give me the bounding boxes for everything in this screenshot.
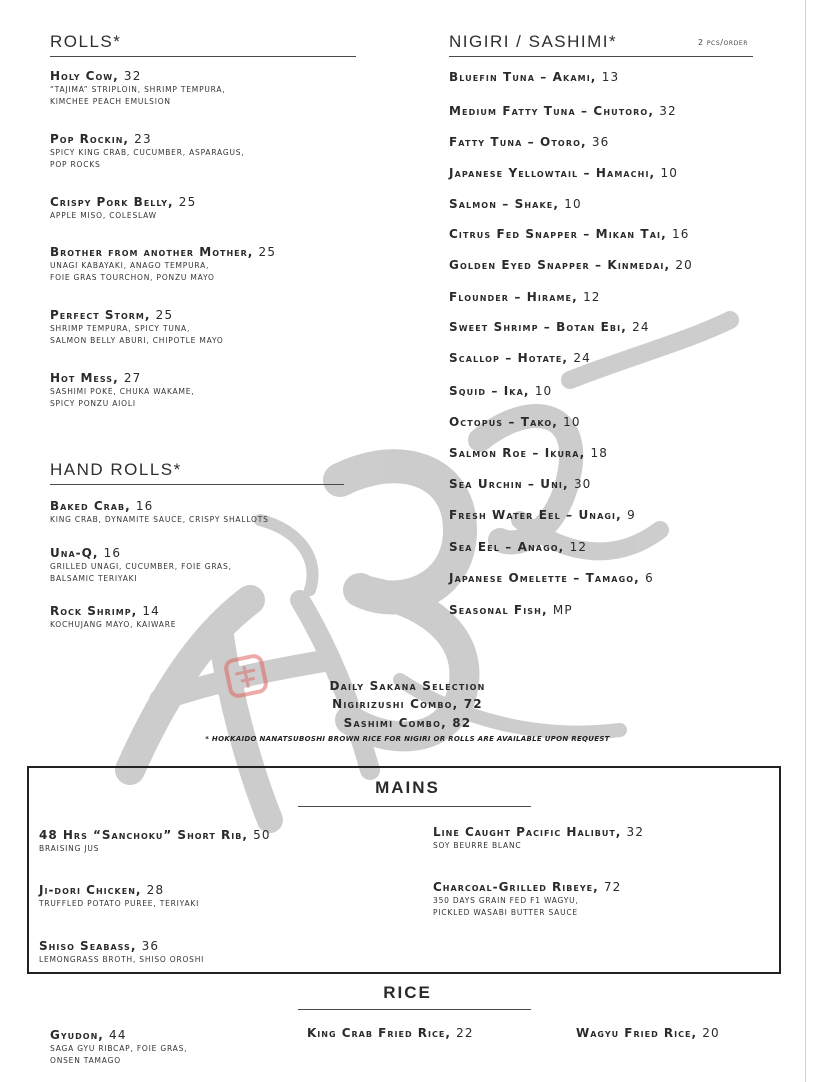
nigiri-item: Salmon Roe – Ikura, 18 — [449, 446, 609, 460]
nigiri-item: Medium Fatty Tuna – Chutoro, 32 — [449, 104, 677, 118]
daily-selection-title: Daily Sakana Selection — [329, 679, 486, 693]
nigiri-item: Seasonal Fish, MP — [449, 603, 573, 617]
main-item: Ji-dori Chicken, 28 TRUFFLED POTATO PUREE, TERIYAKI — [39, 883, 200, 908]
nigirizushi-combo: Nigirizushi Combo, 72 — [332, 697, 483, 711]
roll-item: Pop Rockin, 23 SPICY KING CRAB, CUCUMBER, ASPARAGUS, POP ROCKS — [50, 132, 245, 169]
main-item: 48 Hrs “Sanchoku” Short Rib, 50 BRAISING JUS — [39, 828, 271, 853]
hand-roll-item: Rock Shrimp, 14 KOCHUJANG MAYO, KAIWARE — [50, 604, 177, 629]
nigiri-item: Salmon – Shake, 10 — [449, 197, 582, 211]
rice-item: King Crab Fried Rice, 22 — [307, 1026, 474, 1040]
roll-item: Hot Mess, 27 SASHIMI POKE, CHUKA WAKAME, SPICY PONZU AIOLI — [50, 371, 195, 408]
roll-item: Perfect Storm, 25 SHRIMP TEMPURA, SPICY TUNA, SALMON BELLY ABURI, CHIPOTLE MAYO — [50, 308, 224, 345]
nigiri-item: Japanese Omelette – Tamago, 6 — [449, 571, 654, 585]
nigiri-item: Golden Eyed Snapper – Kinmedai, 20 — [449, 258, 693, 272]
rice-section-title: RICE — [383, 983, 432, 1002]
nigiri-item: Sweet Shrimp – Botan Ebi, 24 — [449, 320, 650, 334]
hand-rolls-section-title: HAND ROLLS* — [50, 460, 182, 479]
nigiri-item: Citrus Fed Snapper – Mikan Tai, 16 — [449, 227, 690, 241]
nigiri-section-title: NIGIRI / SASHIMI* — [449, 32, 618, 51]
nigiri-item: Fatty Tuna – Otoro, 36 — [449, 135, 610, 149]
hand-rolls-divider — [50, 484, 344, 485]
mains-section-title: MAINS — [375, 778, 440, 797]
brown-rice-footnote: * HOKKAIDO NANATSUBOSHI BROWN RICE FOR NIGIRI OR ROLLS ARE AVAILABLE UPON REQUEST — [205, 735, 610, 743]
rolls-section-title: ROLLS* — [50, 32, 122, 51]
nigiri-item: Scallop – Hotate, 24 — [449, 351, 591, 365]
main-item: Charcoal-Grilled Ribeye, 72 350 DAYS GRAIN FED F1 WAGYU, PICKLED WASABI BUTTER SAUCE — [433, 880, 622, 917]
nigiri-item: Octopus – Tako, 10 — [449, 415, 581, 429]
sashimi-combo: Sashimi Combo, 82 — [343, 716, 472, 730]
nigiri-item: Fresh Water Eel – Unagi, 9 — [449, 508, 636, 522]
roll-item: Brother from another Mother, 25 UNAGI KABAYAKI, ANAGO TEMPURA, FOIE GRAS TOURCHON, PONZU MAYO — [50, 245, 277, 282]
nigiri-item: Japanese Yellowtail – Hamachi, 10 — [449, 166, 678, 180]
mains-divider — [298, 806, 531, 807]
rice-item: Gyudon, 44 SAGA GYU RIBCAP, FOIE GRAS, ONSEN TAMAGO — [50, 1028, 188, 1065]
main-item: Line Caught Pacific Halibut, 32 SOY BEURRE BLANC — [433, 825, 645, 850]
nigiri-divider — [449, 56, 753, 57]
pieces-per-order-note: 2 pcs/order — [698, 38, 749, 47]
rice-divider — [298, 1009, 531, 1010]
roll-item: Crispy Pork Belly, 25 APPLE MISO, COLESLAW — [50, 195, 197, 220]
rolls-divider — [50, 56, 356, 57]
nigiri-item: Bluefin Tuna – Akami, 13 — [449, 70, 620, 84]
rice-item: Wagyu Fried Rice, 20 — [576, 1026, 720, 1040]
hand-roll-item: Una-Q, 16 GRILLED UNAGI, CUCUMBER, FOIE GRAS, BALSAMIC TERIYAKI — [50, 546, 232, 583]
nigiri-item: Squid – Ika, 10 — [449, 384, 553, 398]
roll-item: Holy Cow, 32 “TAJIMA” STRIPLOIN, SHRIMP TEMPURA, KIMCHEE PEACH EMULSION — [50, 69, 226, 106]
nigiri-item: Flounder – Hirame, 12 — [449, 290, 601, 304]
main-item: Shiso Seabass, 36 LEMONGRASS BROTH, SHISO OROSHI — [39, 939, 205, 964]
nigiri-item: Sea Eel – Anago, 12 — [449, 540, 588, 554]
nigiri-item: Sea Urchin – Uni, 30 — [449, 477, 592, 491]
hand-roll-item: Baked Crab, 16 KING CRAB, DYNAMITE SAUCE, CRISPY SHALLOTS — [50, 499, 269, 524]
